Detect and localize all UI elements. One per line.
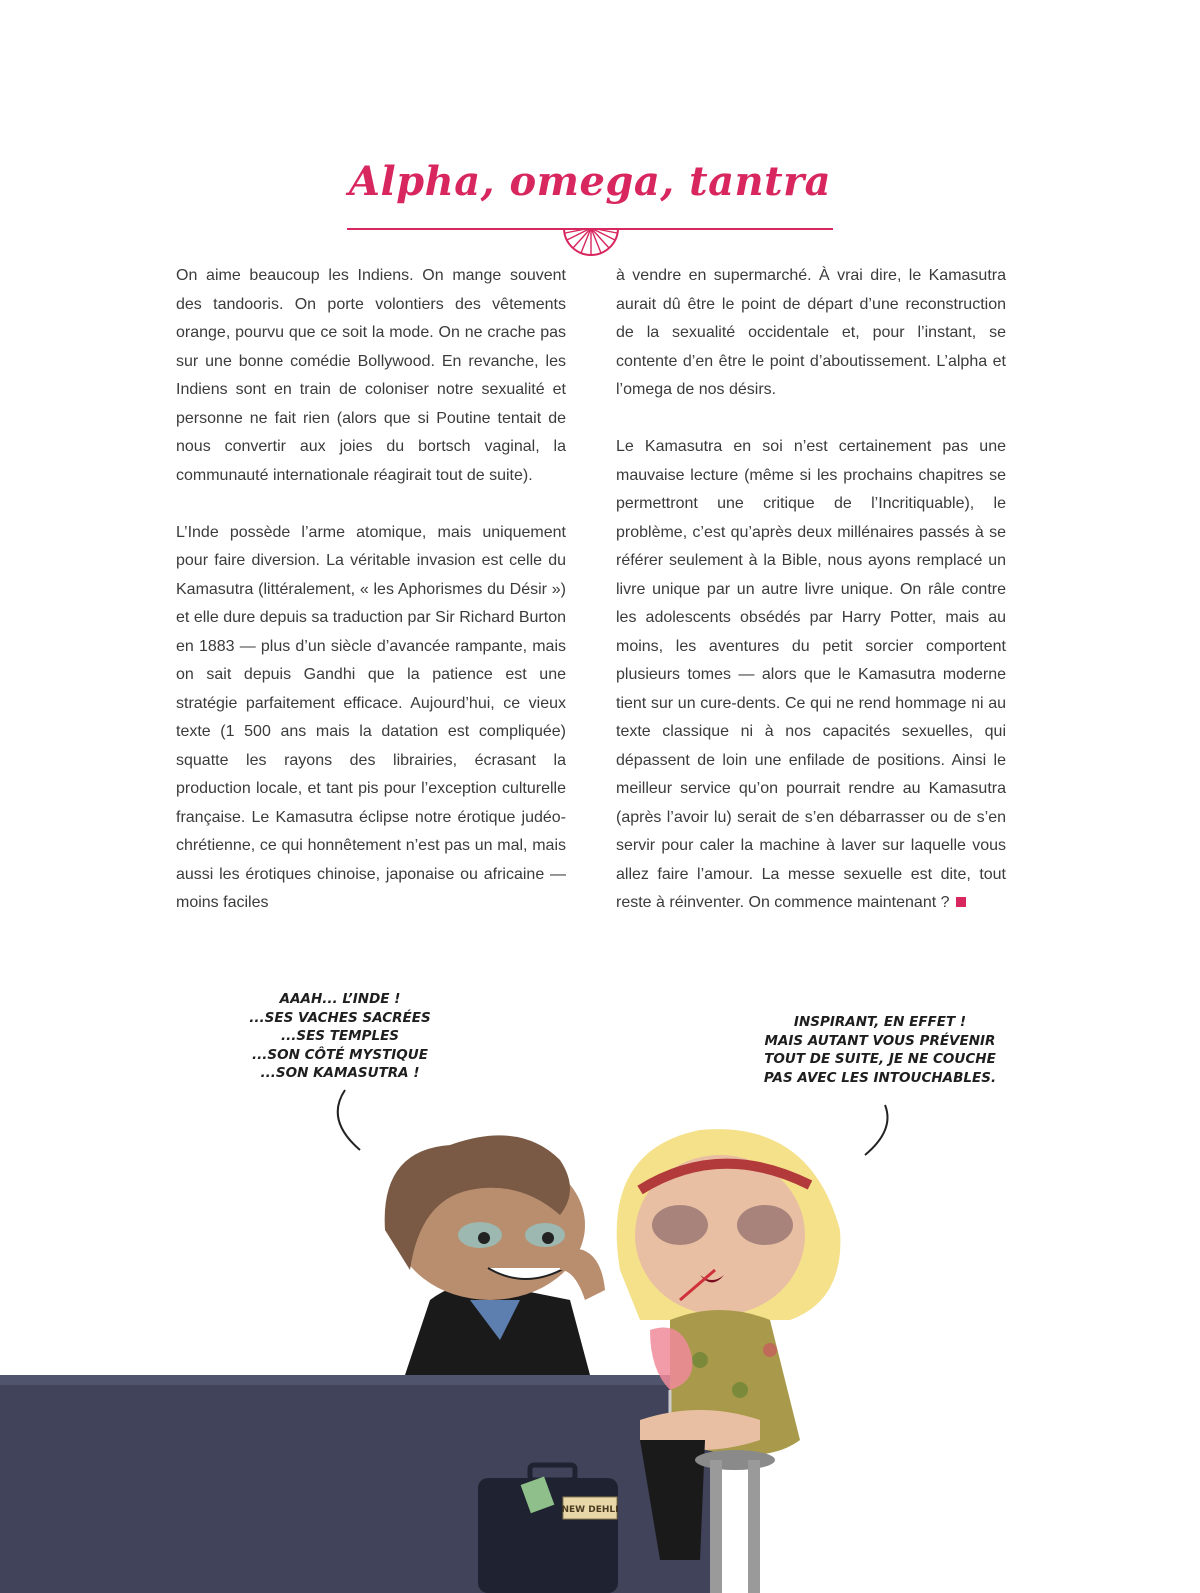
- suitcase: [478, 1465, 618, 1593]
- cartoon-illustration: [0, 1080, 1200, 1593]
- speech-line: ...SON KAMASUTRA !: [260, 1065, 420, 1081]
- paragraph: L’Inde possède l’arme atomique, mais uniquement pour faire diversion. La véritable invasion est celle du Kamasutra (littéralement, « les Aphorismes du Désir ») et elle dure depuis sa traduction par Sir Richard Burton en 1883 — plus d’un siècle d’avancée rampante, mais on sait depuis Gandhi que la patience est une stratégie parfaitement efficace. Aujourd’hui, ce vieux texte (1 500 ans mais la datation est compliquée) squatte les rayons des librairies, écrasant la production locale, et tant pis pour l’exception culturelle française. Le Kamasutra éclipse notre érotique judéo-chrétienne, ce qui honnêtement n’est pas un mal, mais aussi les érotiques chinoise, japonaise ou africaine — moins faciles: [176, 523, 566, 911]
- speech-bubble-man: [230, 990, 450, 1083]
- left-column: [176, 262, 566, 946]
- speech-line: ...SES VACHES SACRÉES: [249, 1009, 431, 1026]
- speech-bubble-woman: [760, 1013, 1000, 1087]
- speech-line: TOUT DE SUITE, JE NE COUCHE: [764, 1051, 996, 1067]
- speech-line: PAS AVEC LES INTOUCHABLES.: [763, 1069, 997, 1086]
- paragraph: On aime beaucoup les Indiens. On mange souvent des tandooris. On porte volontiers des vêtements orange, pourvu que ce soit la mode. On ne crache pas sur une bonne comédie Bollywood. En revanche, les Indiens sont en train de coloniser notre sexualité et personne ne fait rien (alors que si Poutine tentait de nous convertir aux joies du bortsch vaginal, la communauté internationale réagirait tout de suite).: [176, 267, 566, 484]
- speech-tail-left: [338, 1090, 360, 1150]
- suitcase-label: NEW DEHLI: [561, 1505, 619, 1515]
- speech-line: ...SON CÔTÉ MYSTIQUE: [252, 1046, 428, 1063]
- paragraph-text: Le Kamasutra en soi n’est certainement pas une mauvaise lecture (même si les prochains chapitres se permettront une critique de l’Incritiquable), le problème, c’est qu’après deux millénaires passés à se référer seulement à la Bible, nous ayons remplacé un livre unique par un autre livre unique. On râle contre les adolescents obsédés par Harry Potter, mais au moins, les aventures du petit sorcier comportent plusieurs tomes — alors que le Kamasutra moderne tient sur un cure-dents. Ce qui ne rend hommage ni au texte classique ni à nos capacités sexuelles, qui dépassent de loin une enfilade de positions. Ainsi le meilleur service qu’on pourrait rendre au Kamasutra (après l’avoir lu) serait de s’en débarrasser ou de s’en servir pour caler la machine à laver sur laquelle vous allez faire l’amour. La messe sexuelle est dite, tout reste à réinventer. On commence maintenant ?: [616, 438, 1006, 911]
- paragraph: [616, 433, 1006, 918]
- speech-tail-right: [865, 1105, 888, 1155]
- speech-line: AAAH... L’INDE !: [279, 991, 401, 1007]
- man-character: [385, 1135, 605, 1375]
- speech-line: INSPIRANT, EN EFFET !: [793, 1014, 967, 1030]
- right-column: [616, 262, 1006, 946]
- sunburst-ornament-icon: [562, 228, 620, 258]
- speech-line: ...SES TEMPLES: [280, 1028, 400, 1044]
- speech-line: MAIS AUTANT VOUS PRÉVENIR: [764, 1032, 996, 1049]
- paragraph: à vendre en supermarché. À vrai dire, le Kamasutra aurait dû être le point de départ d’une reconstruction de la sexualité occidentale et, pour l’instant, se contente d’en être le point d’aboutissement. L’alpha et l’omega de nos désirs.: [616, 267, 1006, 398]
- woman-character: [617, 1129, 841, 1560]
- end-mark-icon: [956, 897, 966, 907]
- page-title: Alpha, omega, tantra: [348, 158, 832, 205]
